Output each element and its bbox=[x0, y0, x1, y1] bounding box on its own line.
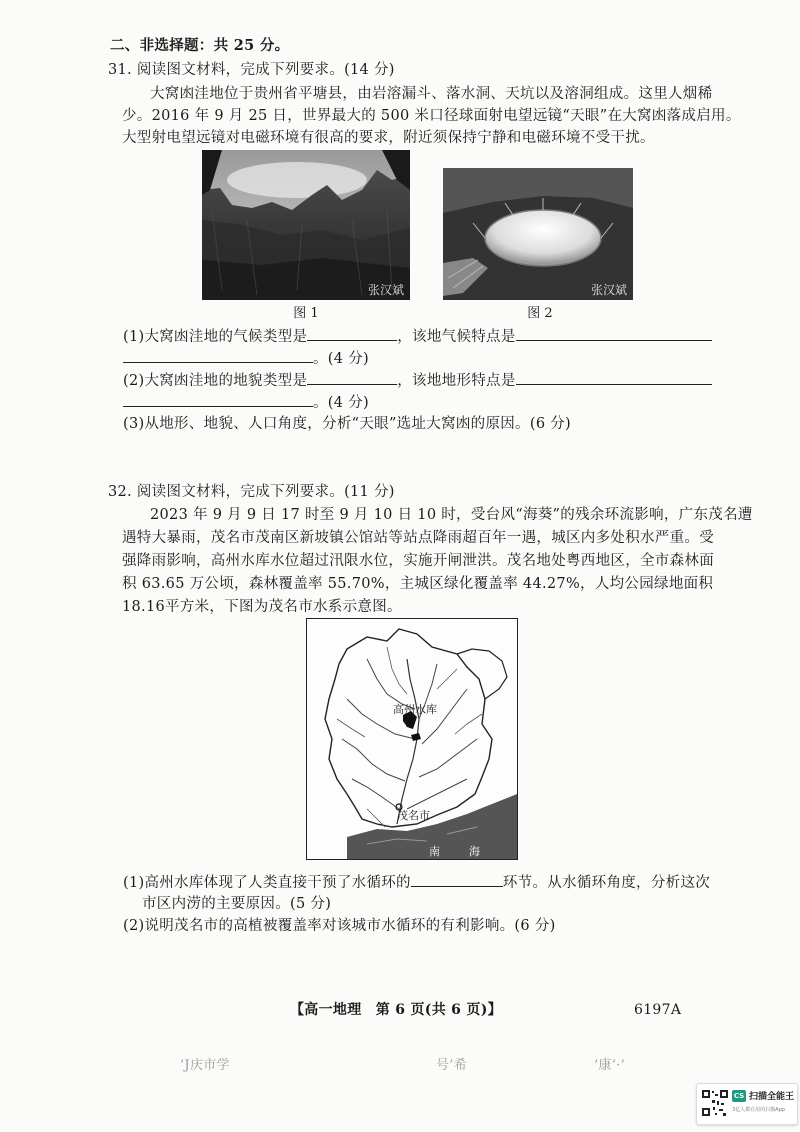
q31-sub2-text-a: (2)大窝凼洼地的地貌类型是 bbox=[123, 373, 308, 389]
q32-para-line-3: 强降雨影响，高州水库水位超过汛限水位，实施开闸泄洪。茂名地处粤西地区，全市森林面 bbox=[122, 553, 714, 569]
q31-sub1-text-c: 。(4 分) bbox=[313, 351, 369, 367]
figure-2-watermark: 张汉斌 bbox=[590, 283, 627, 297]
q32-sub2: (2)说明茂名市的高植被覆盖率对该城市水循环的有利影响。(6 分) bbox=[123, 918, 556, 934]
figure-2-caption: 图 2 bbox=[527, 306, 553, 321]
q31-sub1-line1 bbox=[123, 326, 712, 347]
section-title: 二、非选择题：共 25 分。 bbox=[110, 37, 290, 54]
q31-para-line-2: 少。2016 年 9 月 25 日，世界最大的 500 米口径球面射电望远镜“天眼”在大窝凼落成启用。 bbox=[122, 108, 741, 124]
q31-stem: 31. 阅读图文材料，完成下列要求。(14 分) bbox=[108, 62, 395, 78]
q31-sub2-text-c: 。(4 分) bbox=[313, 395, 369, 411]
bleed-text-right: ’康’·’ bbox=[594, 1058, 626, 1073]
figure-2-fast-telescope-photo bbox=[443, 168, 633, 300]
q32-stem: 32. 阅读图文材料，完成下列要求。(11 分) bbox=[108, 484, 395, 500]
figure-1-karst-depression-photo bbox=[202, 150, 410, 300]
figure-1-watermark: 张汉斌 bbox=[367, 283, 404, 297]
q31-sub2-blank-2[interactable] bbox=[516, 370, 712, 385]
map-label-sea-1: 南 bbox=[429, 845, 440, 858]
q32-para-line-4: 积 63.65 万公顷，森林覆盖率 55.70%，主城区绿化覆盖率 44.27%，人均公园绿地面积 bbox=[122, 576, 714, 592]
map-label-city: 茂名市 bbox=[397, 809, 430, 822]
q32-sub1-line1 bbox=[123, 872, 710, 893]
q31-sub2-blank-3[interactable] bbox=[123, 392, 313, 407]
scanner-app-name: 扫描全能王 bbox=[749, 1092, 795, 1102]
q31-sub2-blank-1[interactable] bbox=[307, 370, 397, 385]
q31-sub3: (3)从地形、地貌、人口角度，分析“天眼”选址大窝凼的原因。(6 分) bbox=[123, 416, 572, 432]
map-label-reservoir: 高州水库 bbox=[393, 703, 437, 716]
figure-1-caption: 图 1 bbox=[293, 306, 319, 321]
q31-sub1-blank-3[interactable] bbox=[123, 348, 313, 363]
q31-sub2-line2 bbox=[123, 392, 369, 413]
qr-code-icon bbox=[701, 1089, 729, 1117]
scanner-watermark-badge bbox=[696, 1083, 798, 1125]
camscanner-logo-icon: CS bbox=[733, 1092, 745, 1100]
q32-sub1-blank[interactable] bbox=[411, 872, 503, 887]
q31-sub1-text-b: ，该地气候特点是 bbox=[397, 329, 516, 345]
q31-para-line-1: 大窝凼洼地位于贵州省平塘县，由岩溶漏斗、落水洞、天坑以及溶洞组成。这里人烟稀 bbox=[150, 86, 713, 102]
q32-sub1-text-a: (1)高州水库体现了人类直接干预了水循环的 bbox=[123, 875, 411, 891]
q32-sub1-line2: 市区内涝的主要原因。(5 分) bbox=[142, 896, 332, 912]
footer-page-label: 【高一地理 第 6 页(共 6 页)】 bbox=[290, 1002, 502, 1018]
bleed-text-left: ’J庆市学 bbox=[180, 1058, 230, 1073]
scanner-tagline: 3亿人都在用的扫描App bbox=[732, 1107, 785, 1113]
q31-sub1-blank-1[interactable] bbox=[307, 326, 397, 341]
map-label-sea-2: 海 bbox=[469, 845, 480, 858]
maoming-water-system-map bbox=[306, 618, 518, 860]
q32-para-line-5: 18.16平方米，下图为茂名市水系示意图。 bbox=[122, 599, 402, 615]
map-drawing bbox=[307, 619, 517, 859]
bleed-text-mid: 号’希 bbox=[436, 1058, 468, 1073]
q31-sub1-line2 bbox=[123, 348, 369, 369]
q31-para-line-3: 大型射电望远镜对电磁环境有很高的要求，附近须保持宁静和电磁环境不受干扰。 bbox=[122, 130, 655, 146]
q32-sub1-text-b: 环节。从水循环角度，分析这次 bbox=[502, 875, 711, 891]
q31-sub2-text-b: ，该地地形特点是 bbox=[397, 373, 516, 389]
q32-para-line-2: 遇特大暴雨，茂名市茂南区新坡镇公馆站等站点降雨超百年一遇，城区内多处积水严重。受 bbox=[122, 530, 714, 546]
q32-para-line-1: 2023 年 9 月 9 日 17 时至 9 月 10 日 10 时，受台风“海葵”的残余环流影响，广东茂名遭 bbox=[150, 507, 753, 523]
q31-sub2-line1 bbox=[123, 370, 712, 391]
q31-sub1-blank-2[interactable] bbox=[516, 326, 712, 341]
footer-code: 6197A bbox=[634, 1002, 682, 1018]
q31-sub1-text-a: (1)大窝凼洼地的气候类型是 bbox=[123, 329, 308, 345]
